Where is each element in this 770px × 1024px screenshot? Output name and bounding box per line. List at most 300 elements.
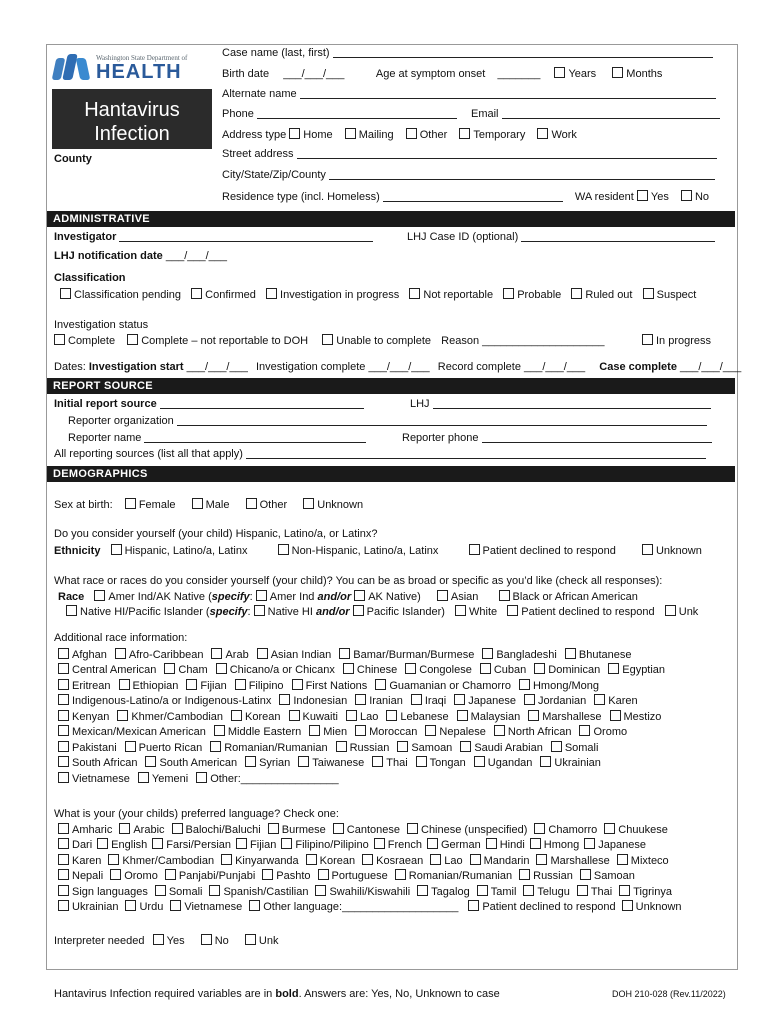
race-lao-checkbox[interactable]	[346, 710, 357, 721]
language-option-label: Samoan	[593, 870, 635, 882]
race-kenyan-checkbox[interactable]	[58, 710, 69, 721]
reporter-phone-field[interactable]	[482, 432, 712, 443]
race-option-label: Malaysian	[470, 711, 521, 723]
lang-dari-checkbox[interactable]	[58, 838, 69, 849]
race-cuban-checkbox[interactable]	[480, 663, 491, 674]
race-row-1: Race Amer Ind/AK Native (specify: Amer Ind and/or AK Native) Asian Black or African American	[58, 591, 638, 603]
interp-unk-checkbox[interactable]	[245, 934, 256, 945]
race-korean-checkbox[interactable]	[231, 710, 242, 721]
all-sources-row: All reporting sources (list all that apply)	[54, 448, 706, 460]
race-hmong-mong-checkbox[interactable]	[519, 679, 530, 690]
race-option-label: Somali	[564, 742, 599, 754]
city-row: City/State/Zip/County	[222, 169, 715, 181]
race-info-row	[58, 725, 627, 738]
race-bhutanese-checkbox[interactable]	[565, 648, 576, 659]
race-mien-checkbox[interactable]	[309, 725, 320, 736]
race-moroccan-checkbox[interactable]	[355, 725, 366, 736]
race-info-row	[58, 648, 631, 661]
race-syrian-checkbox[interactable]	[245, 756, 256, 767]
race-saudi-arabian-checkbox[interactable]	[460, 741, 471, 752]
race-option-label: Pakistani	[72, 742, 117, 754]
race-declined-checkbox[interactable]	[507, 605, 518, 616]
months-checkbox[interactable]	[612, 67, 623, 78]
race-mestizo-checkbox[interactable]	[610, 710, 621, 721]
race-romanian-rumanian-checkbox[interactable]	[210, 741, 221, 752]
race-option-label: Marshallese	[542, 711, 602, 723]
race-middle-eastern-checkbox[interactable]	[214, 725, 225, 736]
language-option-label: English	[111, 839, 148, 851]
language-option-label: Spanish/Castilian	[223, 886, 309, 898]
race-option-label: Lao	[359, 711, 379, 723]
race-row-2: Native HI/Pacific Islander (specify: Native HI and/or Pacific Islander) White Patient declined to respond Unk	[66, 605, 698, 618]
wa-yes-checkbox[interactable]	[637, 190, 648, 201]
brand-line: Washington State Department of	[96, 54, 188, 62]
language-question: What is your (your childs) preferred language? Check one:	[54, 808, 339, 820]
lang-german-checkbox[interactable]	[427, 838, 438, 849]
language-row	[58, 900, 682, 913]
sex-female-checkbox[interactable]	[125, 498, 136, 509]
lang-filipino-pilipino-checkbox[interactable]	[281, 838, 292, 849]
inv-start-field[interactable]: ___/___/___	[186, 361, 248, 373]
race-central-american-checkbox[interactable]	[58, 663, 69, 674]
organization-row: Reporter organization	[68, 415, 707, 427]
record-complete-field[interactable]: ___/___/___	[524, 361, 586, 373]
lang-kinyarwanda-checkbox[interactable]	[221, 854, 232, 865]
race-nepalese-checkbox[interactable]	[425, 725, 436, 736]
language-option-label: Korean	[319, 855, 356, 867]
lang-mandarin-checkbox[interactable]	[470, 854, 481, 865]
race-option-label: Congolese	[419, 664, 472, 676]
language-row	[58, 823, 668, 836]
language-option-label: Unknown	[635, 901, 682, 913]
email-field[interactable]	[502, 108, 720, 119]
language-option-label: Chamorro	[548, 824, 598, 836]
lang-tigrinya-checkbox[interactable]	[619, 885, 630, 896]
lang-tamil-checkbox[interactable]	[477, 885, 488, 896]
classification-label: Classification	[54, 272, 126, 284]
lang-english-checkbox[interactable]	[97, 838, 108, 849]
language-option-label: Farsi/Persian	[166, 839, 232, 851]
language-option-label: Sign languages	[72, 886, 148, 898]
race-ukrainian-checkbox[interactable]	[540, 756, 551, 767]
race-option-label: First Nations	[305, 680, 368, 692]
race-option-label: Guamanian or Chamorro	[389, 680, 511, 692]
all-sources-field[interactable]	[246, 448, 706, 459]
race-option-label: Afro-Caribbean	[128, 649, 204, 661]
status-unable-checkbox[interactable]	[322, 334, 333, 345]
race-option-label: Egyptian	[622, 664, 666, 676]
race-samoan-checkbox[interactable]	[397, 741, 408, 752]
language-option-label: Dari	[72, 839, 93, 851]
interp-yes-checkbox[interactable]	[153, 934, 164, 945]
language-option-label: Pashto	[276, 870, 311, 882]
classification-options: Classification pending Confirmed Investigation in progress Not reportable Probable Ruled out Suspect	[60, 288, 696, 301]
race-nhpi-checkbox[interactable]	[66, 605, 77, 616]
race-north-african-checkbox[interactable]	[494, 725, 505, 736]
race-option-label: Bamar/Burman/Burmese	[353, 649, 475, 661]
lang-kosraean-checkbox[interactable]	[362, 854, 373, 865]
race-option-label: Ethiopian	[132, 680, 179, 692]
race-info-row	[58, 741, 598, 754]
reason-field[interactable]: ____________________	[482, 335, 605, 347]
race-indonesian-checkbox[interactable]	[279, 694, 290, 705]
lang-arabic-checkbox[interactable]	[119, 823, 130, 834]
race-option-label: Puerto Rican	[138, 742, 203, 754]
race-other-checkbox[interactable]	[196, 772, 207, 783]
title-line-2: Infection	[94, 123, 170, 145]
lang-urdu-checkbox[interactable]	[125, 900, 136, 911]
city-field[interactable]	[329, 169, 715, 180]
dates-row: Dates: Investigation start ___/___/___ Investigation complete ___/___/___ Record complete ___/___/___ Case complete ___/___/___	[54, 361, 742, 373]
race-option-label: Ugandan	[487, 757, 533, 769]
race-black-checkbox[interactable]	[499, 590, 510, 601]
lang-korean-checkbox[interactable]	[306, 854, 317, 865]
race-amerind-checkbox[interactable]	[94, 590, 105, 601]
birth-date-field[interactable]: ___/___/___	[283, 68, 345, 80]
lang-spanish-castilian-checkbox[interactable]	[209, 885, 220, 896]
phone-field[interactable]	[257, 108, 457, 119]
lang-lao-checkbox[interactable]	[430, 854, 441, 865]
race-guamanian-or-chamorro-checkbox[interactable]	[375, 679, 386, 690]
race-bamar-burman-burmese-checkbox[interactable]	[339, 648, 350, 659]
race-option-label: Iraqi	[424, 695, 447, 707]
language-option-label: German	[440, 839, 481, 851]
race-south-african-checkbox[interactable]	[58, 756, 69, 767]
lang-chuukese-checkbox[interactable]	[604, 823, 615, 834]
language-option-label: Nepali	[72, 870, 104, 882]
wa-no-checkbox[interactable]	[681, 190, 692, 201]
race-marshallese-checkbox[interactable]	[528, 710, 539, 721]
street-field[interactable]	[297, 148, 717, 159]
addr-temporary-checkbox[interactable]	[459, 128, 470, 139]
lang-other-language-checkbox[interactable]	[249, 900, 260, 911]
race-option-label: Kenyan	[72, 711, 110, 723]
language-option-label: Panjabi/Punjabi	[178, 870, 256, 882]
class-pending-checkbox[interactable]	[60, 288, 71, 299]
race-white-checkbox[interactable]	[455, 605, 466, 616]
race-asian-indian-checkbox[interactable]	[257, 648, 268, 659]
lang-burmese-checkbox[interactable]	[268, 823, 279, 834]
race-option-label: South African	[72, 757, 138, 769]
eth-declined-checkbox[interactable]	[469, 544, 480, 555]
investigation-status-label: Investigation status	[54, 319, 149, 331]
language-option-label: Swahili/Kiswahili	[329, 886, 411, 898]
lang-swahili-kiswahili-checkbox[interactable]	[315, 885, 326, 896]
lang-declined-checkbox[interactable]	[468, 900, 479, 911]
language-option-label: Tagalog	[431, 886, 470, 898]
race-other-field[interactable]: ________________	[240, 773, 339, 785]
addr-mailing-checkbox[interactable]	[345, 128, 356, 139]
alternate-name-field[interactable]	[300, 88, 716, 99]
race-afghan-checkbox[interactable]	[58, 648, 69, 659]
lang-mixteco-checkbox[interactable]	[617, 854, 628, 865]
language-row	[58, 885, 672, 898]
language-option-label: Hmong	[543, 839, 580, 851]
race-option-label: Asian Indian	[270, 649, 332, 661]
language-other-field[interactable]: ___________________	[342, 901, 459, 913]
race-puerto-rican-checkbox[interactable]	[125, 741, 136, 752]
race-first-nations-checkbox[interactable]	[292, 679, 303, 690]
language-option-label: Fijian	[250, 839, 277, 851]
lang-amharic-checkbox[interactable]	[58, 823, 69, 834]
eth-nonhispanic-checkbox[interactable]	[278, 544, 289, 555]
language-option-label: Filipino/Pilipino	[295, 839, 369, 851]
race-indigenous-latino-a-or-indigenous-latinx-checkbox[interactable]	[58, 694, 69, 705]
race-info-row	[58, 772, 339, 785]
race-option-label: Cham	[178, 664, 208, 676]
alt-name-row: Alternate name	[222, 88, 716, 100]
race-lebanese-checkbox[interactable]	[386, 710, 397, 721]
lang-vietnamese-checkbox[interactable]	[170, 900, 181, 911]
race-cham-checkbox[interactable]	[164, 663, 175, 674]
lang-romanian-rumanian-checkbox[interactable]	[395, 869, 406, 880]
class-probable-checkbox[interactable]	[503, 288, 514, 299]
language-option-label: Oromo	[124, 870, 158, 882]
race-pakistani-checkbox[interactable]	[58, 741, 69, 752]
organization-field[interactable]	[177, 415, 707, 426]
race-south-american-checkbox[interactable]	[145, 756, 156, 767]
investigator-row: Investigator	[54, 231, 373, 243]
race-option-label: Iranian	[369, 695, 403, 707]
sex-male-checkbox[interactable]	[192, 498, 203, 509]
race-option-label: Russian	[349, 742, 390, 754]
race-option-label: Hmong/Mong	[532, 680, 600, 692]
lang-nepali-checkbox[interactable]	[58, 869, 69, 880]
lhj-case-id-field[interactable]	[521, 231, 715, 242]
phone-row: Phone Email	[222, 108, 720, 120]
language-option-label: Khmer/Cambodian	[122, 855, 215, 867]
race-pacific-checkbox[interactable]	[353, 605, 364, 616]
race-iraqi-checkbox[interactable]	[411, 694, 422, 705]
race-jordanian-checkbox[interactable]	[524, 694, 535, 705]
race-somali-checkbox[interactable]	[551, 741, 562, 752]
sex-unknown-checkbox[interactable]	[303, 498, 314, 509]
race-japanese-checkbox[interactable]	[454, 694, 465, 705]
race-eritrean-checkbox[interactable]	[58, 679, 69, 690]
lang-samoan-checkbox[interactable]	[580, 869, 591, 880]
addr-home-checkbox[interactable]	[289, 128, 300, 139]
race-mexican-mexican-american-checkbox[interactable]	[58, 725, 69, 736]
lang-panjabi-punjabi-checkbox[interactable]	[165, 869, 176, 880]
eth-hispanic-checkbox[interactable]	[111, 544, 122, 555]
race-option-label: Cuban	[493, 664, 527, 676]
race-taiwanese-checkbox[interactable]	[298, 756, 309, 767]
lang-hindi-checkbox[interactable]	[486, 838, 497, 849]
race-iranian-checkbox[interactable]	[355, 694, 366, 705]
status-inprogress-checkbox[interactable]	[642, 334, 653, 345]
lang-unknown-checkbox[interactable]	[622, 900, 633, 911]
lang-thai-checkbox[interactable]	[577, 885, 588, 896]
race-option-label: Samoan	[411, 742, 453, 754]
race-option-label: Japanese	[468, 695, 516, 707]
status-complete-not-checkbox[interactable]	[127, 334, 138, 345]
race-info-row	[58, 756, 601, 769]
age-field[interactable]: _______	[497, 68, 541, 80]
race-option-label: Filipino	[248, 680, 284, 692]
race-option-label: Saudi Arabian	[474, 742, 543, 754]
race-malaysian-checkbox[interactable]	[457, 710, 468, 721]
race-afro-caribbean-checkbox[interactable]	[115, 648, 126, 659]
lang-marshallese-checkbox[interactable]	[536, 854, 547, 865]
race-option-label: Yemeni	[151, 773, 189, 785]
lang-sign-languages-checkbox[interactable]	[58, 885, 69, 896]
race-khmer-cambodian-checkbox[interactable]	[117, 710, 128, 721]
race-option-label: Tongan	[429, 757, 466, 769]
race-option-label: North African	[507, 726, 572, 738]
race-option-label: Khmer/Cambodian	[131, 711, 224, 723]
lang-farsi-persian-checkbox[interactable]	[152, 838, 163, 849]
years-checkbox[interactable]	[554, 67, 565, 78]
race-chinese-checkbox[interactable]	[343, 663, 354, 674]
race-option-label: Arab	[225, 649, 249, 661]
race-option-label: Karen	[608, 695, 638, 707]
language-option-label: Chuukese	[618, 824, 668, 836]
lang-cantonese-checkbox[interactable]	[333, 823, 344, 834]
race-bangladeshi-checkbox[interactable]	[482, 648, 493, 659]
race-dominican-checkbox[interactable]	[534, 663, 545, 674]
lang-french-checkbox[interactable]	[374, 838, 385, 849]
lang-fijian-checkbox[interactable]	[236, 838, 247, 849]
race-option-label: Indonesian	[293, 695, 348, 707]
brand-word: HEALTH	[96, 61, 182, 83]
sex-row: Sex at birth: Female Male Other Unknown	[54, 499, 364, 511]
race-yemeni-checkbox[interactable]	[138, 772, 149, 783]
language-option-label: Kosraean	[376, 855, 424, 867]
addr-work-checkbox[interactable]	[537, 128, 548, 139]
class-suspect-checkbox[interactable]	[643, 288, 654, 299]
race-option-label: Bangladeshi	[496, 649, 557, 661]
class-ruledout-checkbox[interactable]	[571, 288, 582, 299]
language-row	[58, 854, 669, 867]
lang-telugu-checkbox[interactable]	[523, 885, 534, 896]
initial-source-field[interactable]	[160, 398, 364, 409]
race-option-label: Ukrainian	[554, 757, 601, 769]
race-amerind-sub-checkbox[interactable]	[256, 590, 267, 601]
address-type-row: Address type Home Mailing Other Temporary Work	[222, 129, 577, 141]
inv-complete-field[interactable]: ___/___/___	[368, 361, 430, 373]
race-chicano-a-or-chicanx-checkbox[interactable]	[216, 663, 227, 674]
race-option-label: South American	[159, 757, 238, 769]
race-option-label: Indigenous-Latino/a or Indigenous-Latinx	[72, 695, 272, 707]
race-arab-checkbox[interactable]	[211, 648, 222, 659]
race-option-label: Other:	[210, 773, 241, 785]
language-option-label: Tamil	[490, 886, 517, 898]
language-option-label: Mandarin	[483, 855, 530, 867]
footer-note: Hantavirus Infection required variables are in bold. Answers are: Yes, No, Unknown to case	[54, 988, 500, 1000]
lang-japanese-checkbox[interactable]	[584, 838, 595, 849]
eth-unknown-checkbox[interactable]	[642, 544, 653, 555]
language-option-label: Thai	[590, 886, 613, 898]
initial-source-row: Initial report source	[54, 398, 364, 410]
language-option-label: Other language:	[263, 901, 343, 913]
hispanic-question: Do you consider yourself (your child) Hispanic, Latino/a, or Latinx?	[54, 528, 378, 540]
race-aknative-checkbox[interactable]	[354, 590, 365, 601]
race-thai-checkbox[interactable]	[372, 756, 383, 767]
sex-other-checkbox[interactable]	[246, 498, 257, 509]
investigator-field[interactable]	[119, 231, 373, 242]
race-ethiopian-checkbox[interactable]	[119, 679, 130, 690]
language-option-label: Mixteco	[630, 855, 669, 867]
language-option-label: Balochi/Baluchi	[185, 824, 261, 836]
race-oromo-checkbox[interactable]	[579, 725, 590, 736]
class-inprogress-checkbox[interactable]	[266, 288, 277, 299]
status-complete-checkbox[interactable]	[54, 334, 65, 345]
residence-field[interactable]	[383, 191, 563, 202]
lang-chamorro-checkbox[interactable]	[534, 823, 545, 834]
lang-pashto-checkbox[interactable]	[262, 869, 273, 880]
race-option-label: Thai	[386, 757, 408, 769]
language-option-label: Arabic	[133, 824, 165, 836]
race-congolese-checkbox[interactable]	[405, 663, 416, 674]
case-name-field[interactable]	[333, 47, 713, 58]
race-vietnamese-checkbox[interactable]	[58, 772, 69, 783]
race-russian-checkbox[interactable]	[336, 741, 347, 752]
lang-chinese-unspecified-checkbox[interactable]	[407, 823, 418, 834]
lang-hmong-checkbox[interactable]	[530, 838, 541, 849]
in-progress-option: In progress	[642, 334, 711, 347]
race-karen-checkbox[interactable]	[594, 694, 605, 705]
reporter-name-field[interactable]	[144, 432, 366, 443]
lang-tagalog-checkbox[interactable]	[417, 885, 428, 896]
lang-oromo-checkbox[interactable]	[110, 869, 121, 880]
language-option-label: Urdu	[139, 901, 164, 913]
language-option-label: Tigrinya	[633, 886, 672, 898]
language-option-label: Burmese	[281, 824, 326, 836]
race-info-row	[58, 679, 599, 692]
birth-row: Birth date ___/___/___ Age at symptom onset _______ Years Months	[222, 68, 663, 80]
race-option-label: Dominican	[548, 664, 601, 676]
lhj-notification-field[interactable]: ___/___/___	[165, 250, 228, 262]
lang-portuguese-checkbox[interactable]	[318, 869, 329, 880]
reporter-name-row: Reporter name	[68, 432, 366, 444]
language-option-label: Hindi	[499, 839, 525, 851]
race-tongan-checkbox[interactable]	[416, 756, 427, 767]
race-filipino-checkbox[interactable]	[235, 679, 246, 690]
race-option-label: Eritrean	[72, 680, 111, 692]
language-option-label: Portuguese	[331, 870, 388, 882]
race-option-label: Mexican/Mexican American	[72, 726, 206, 738]
lang-russian-checkbox[interactable]	[519, 869, 530, 880]
class-confirmed-checkbox[interactable]	[191, 288, 202, 299]
race-ugandan-checkbox[interactable]	[474, 756, 485, 767]
interpreter-row: Interpreter needed Yes No Unk	[54, 935, 279, 947]
ethnicity-row: Ethnicity Hispanic, Latino/a, Latinx Non-Hispanic, Latino/a, Latinx Patient declined to respond Unknown	[54, 545, 702, 557]
doh-logo	[52, 48, 192, 88]
lang-karen-checkbox[interactable]	[58, 854, 69, 865]
race-kuwaiti-checkbox[interactable]	[289, 710, 300, 721]
lang-balochi-baluchi-checkbox[interactable]	[172, 823, 183, 834]
race-asian-checkbox[interactable]	[437, 590, 448, 601]
lang-khmer-cambodian-checkbox[interactable]	[108, 854, 119, 865]
lang-somali-checkbox[interactable]	[155, 885, 166, 896]
race-option-label: Oromo	[593, 726, 628, 738]
race-option-label: Bhutanese	[578, 649, 632, 661]
case-complete-field[interactable]: ___/___/___	[680, 361, 742, 373]
class-notreportable-checkbox[interactable]	[409, 288, 420, 299]
language-option-label: Somali	[168, 886, 203, 898]
race-info-row	[58, 663, 665, 676]
lhj-field[interactable]	[433, 398, 711, 409]
race-option-label: Fijian	[200, 680, 227, 692]
interp-no-checkbox[interactable]	[201, 934, 212, 945]
race-fijian-checkbox[interactable]	[186, 679, 197, 690]
race-unk-checkbox[interactable]	[665, 605, 676, 616]
lang-ukrainian-checkbox[interactable]	[58, 900, 69, 911]
race-nativehi-checkbox[interactable]	[254, 605, 265, 616]
administrative-heading: ADMINISTRATIVE	[47, 211, 735, 227]
addr-other-checkbox[interactable]	[406, 128, 417, 139]
race-egyptian-checkbox[interactable]	[608, 663, 619, 674]
